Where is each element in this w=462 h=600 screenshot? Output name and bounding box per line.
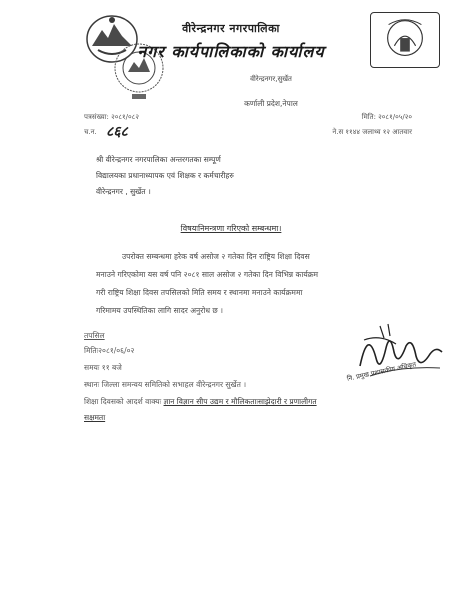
letter-date: मिति: २०८१/०५/२० <box>361 113 412 121</box>
motto-label: शिक्षा दिवसको आदर्श वाक्यः <box>84 397 162 406</box>
municipality-name: वीरेन्द्रनगर नगरपालिका <box>182 22 280 35</box>
body-paragraph-line: मनाउने गरिएकोमा यस वर्ष पनि २०८१ साल असोज २ गतेका दिन विभिन्न कार्यक्रम <box>96 270 319 279</box>
recipient-line: वीरेन्द्रनगर , सुर्खेत । <box>96 187 151 196</box>
motto-text: ज्ञान विज्ञान सीप उद्यम र मौलिकताःसाझेदारी र प्रणालीगत <box>163 397 317 406</box>
subject-line <box>0 223 462 234</box>
body-paragraph-line: गरिमामय उपस्थितिका लागि सादर अनुरोध छ । <box>96 306 224 315</box>
motto-line <box>84 397 317 407</box>
recipient-line: विद्यालयका प्रधानाध्यापक एवं शिक्षक र कर्मचारीहरु <box>96 171 234 180</box>
letter-number: पत्रसंख्या: २०८१/०८२ <box>84 113 139 121</box>
signatory-title: नि. प्रमुख प्रशासकीय अधिकृत <box>346 360 417 383</box>
nepal-sambat-date: ने.स ११४४ जलाथ्व १२ आतवार <box>332 128 412 136</box>
motto-text-continued: सक्षमता <box>84 413 106 422</box>
dispatch-label: च.न. <box>84 128 97 136</box>
recipient-line: श्री वीरेन्द्रनगर नगरपालिका अन्तरगतका सम्पूर्ण <box>96 155 221 164</box>
office-name: नगर कार्यपालिकाको कार्यालय <box>137 42 325 61</box>
subject-text: विषयःनिमन्त्रणा गरिएको सम्बन्धमा। <box>180 224 282 233</box>
province-name: कर्णाली प्रदेश,नेपाल <box>244 99 298 108</box>
body-paragraph-line: उपरोक्त सम्बन्धमा हरेक वर्ष असोज २ गतेका दिन राष्ट्रिय शिक्षा दिवस <box>122 252 310 261</box>
event-date: मितिः२०८१/०६/०२ <box>84 346 135 355</box>
office-address: वीरेन्द्रनगर,सुर्खेत <box>250 75 292 83</box>
event-time: समयः ११ बजे <box>84 363 122 372</box>
body-paragraph-line: गरी राष्ट्रिय शिक्षा दिवस तपसिलको मिति समय र स्थानमा मनाउने कार्यक्रममा <box>96 288 303 297</box>
dispatch-number: ८६८ <box>106 124 128 140</box>
details-heading: तपसिल <box>84 331 105 340</box>
event-venue: स्थानः जिल्ला समन्वय समितिको सभाहल वीरेन्द्रनगर सुर्खेत । <box>84 380 247 389</box>
